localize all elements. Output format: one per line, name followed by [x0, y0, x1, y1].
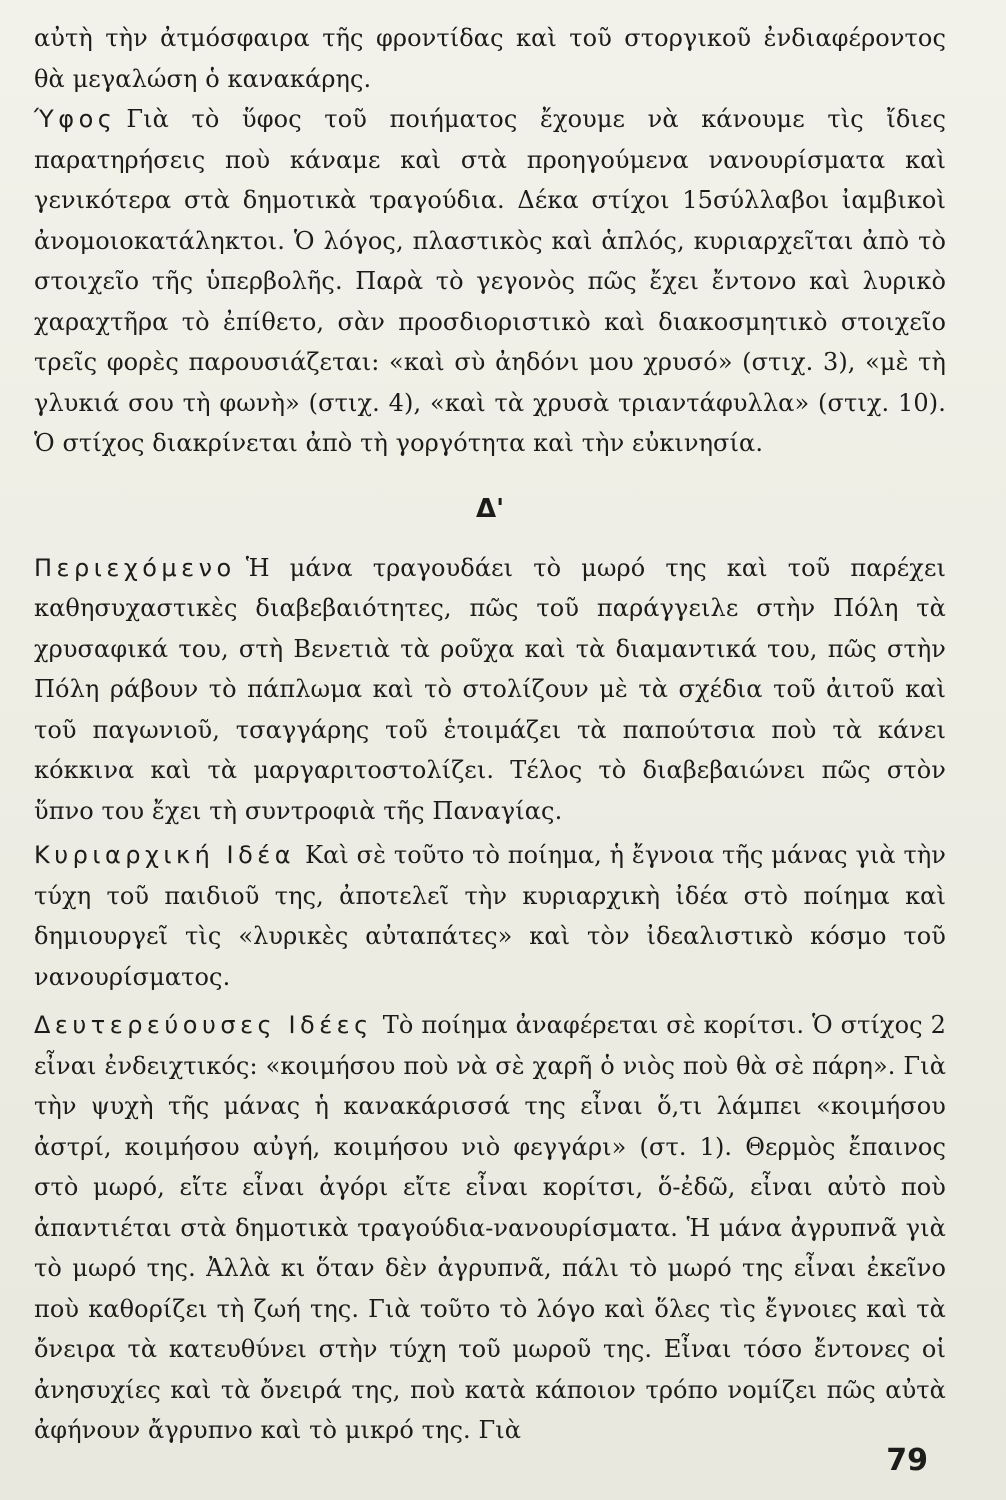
- section-mark: Δ': [475, 493, 505, 524]
- main-idea-text: Καὶ σὲ τοῦτο τὸ ποίημα, ἡ ἔγνοια τῆς μάνας γιὰ τὴν τύχη τοῦ παιδιοῦ της, ἀποτελεῖ τὴν κυριαρχικὴ ἰδέα στὸ ποίημα καὶ δημιουργεῖ τὶς «λυρικὲς αὐταπάτες» καὶ τὸν ἰδεαλιστικὸ κόσμο τοῦ νανουρίσματος.: [34, 841, 946, 991]
- content-heading: Περιεχόμενο: [34, 553, 236, 582]
- content-section-paragraph: [34, 548, 946, 832]
- style-text: Γιὰ τὸ ὕφος τοῦ ποιήματος ἔχουμε νὰ κάνουμε τὶς ἴδιες παρατηρήσεις ποὺ κάναμε καὶ στὰ προηγούμενα νανουρίσματα καὶ γενικότερα στὰ δημοτικὰ τραγούδια. Δέκα στίχοι 15σύλλαβοι ἰαμβικοὶ ἀνομοιοκατάληκτοι. Ὁ λόγος, πλαστικὸς καὶ ἁπλός, κυριαρχεῖται ἀπὸ τὸ στοιχεῖο τῆς ὑπερβολῆς. Παρὰ τὸ γεγονὸς πῶς ἔχει ἔντονο καὶ λυρικὸ χαραχτῆρα τὸ ἐπίθετο, σὰν προσδιοριστικὸ καὶ διακοσμητικὸ στοιχεῖο τρεῖς φορὲς παρουσιάζεται: «καὶ σὺ ἀηδόνι μου χρυσό» (στιχ. 3), «μὲ τὴ γλυκιά σου τὴ φωνὴ» (στιχ. 4), «καὶ τὰ χρυσὰ τριαντάφυλλα» (στιχ. 10). Ὁ στίχος διακρίνεται ἀπὸ τὴ γοργότητα καὶ τὴν εὐκινησία.: [34, 105, 946, 457]
- content-text: Ἡ μάνα τραγουδάει τὸ μωρό της καὶ τοῦ παρέχει καθησυχαστικὲς διαβεβαιότητες, πῶς τοῦ παράγγειλε στὴν Πόλη τὰ χρυσαφικά του, στὴ Βενετιὰ τὰ ροῦχα καὶ τὰ διαμαντικά του, πῶς στὴν Πόλη ράβουν τὸ πάπλωμα καὶ τὸ στολίζουν μὲ τὰ σχέδια τοῦ ἀιτοῦ καὶ τοῦ παγωνιοῦ, τσαγγάρης τοῦ ἑτοιμάζει τὰ παπούτσια ποὺ τὰ κάνει κόκκινα καὶ τὰ μαργαριτοστολίζει. Τέλος τὸ διαβεβαιώνει πῶς στὸν ὕπνο του ἔχει τὴ συντροφιὰ τῆς Παναγίας.: [34, 553, 946, 825]
- page-number: 79: [886, 1443, 928, 1478]
- style-heading: Ύφος: [34, 105, 117, 133]
- continuation-paragraph: [34, 18, 946, 99]
- main-idea-heading: Κυριαρχική Ιδέα: [34, 841, 296, 869]
- secondary-ideas-text: Τὸ ποίημα ἀναφέρεται σὲ κορίτσι. Ὁ στίχος 2 εἶναι ἐνδειχτικός: «κοιμήσου ποὺ νὰ σὲ χαρῆ ὁ νιὸς ποὺ θὰ σὲ πάρη». Γιὰ τὴν ψυχὴ τῆς μάνας ἡ κανακάρισσά της εἶναι ὅ,τι λάμπει «κοιμήσου ἀστρί, κοιμήσου αὐγή, κοιμήσου νιὸ φεγγάρι» (στ. 1). Θερμὸς ἔπαινος στὸ μωρό, εἴτε εἶναι ἀγόρι εἴτε εἶναι κορίτσι, ὅ-ἐδῶ, εἶναι αὐτὸ ποὺ ἀπαντιέται στὰ δημοτικὰ τραγούδια-νανουρίσματα. Ἡ μάνα ἀγρυπνᾶ γιὰ τὸ μωρό της. Ἀλλὰ κι ὅταν δὲν ἀγρυπνᾶ, πάλι τὸ μωρό της εἶναι ἐκεῖνο ποὺ καθορίζει τὴ ζωή της. Γιὰ τοῦτο τὸ λόγο καὶ ὅλες τὶς ἔγνοιες καὶ τὰ ὄνειρα τὰ κατευθύνει στὴν τύχη τοῦ μωροῦ της. Εἶναι τόσο ἔντονες οἱ ἀνησυχίες καὶ τὰ ὄνειρά της, ποὺ κατὰ κάποιον τρόπο νομίζει πῶς αὐτὰ ἀφήνουν ἄγρυπνο καὶ τὸ μικρό της. Γιὰ: [34, 1011, 947, 1444]
- secondary-ideas-section-paragraph: [34, 1005, 946, 1451]
- continuation-text: αὐτὴ τὴν ἀτμόσφαιρα τῆς φροντίδας καὶ τοῦ στοργικοῦ ἐνδιαφέροντος θὰ μεγαλώση ὁ κανακάρης.: [34, 24, 946, 93]
- main-idea-section-paragraph: [34, 835, 946, 997]
- secondary-ideas-heading: Δευτερεύουσες Ιδέες: [34, 1011, 373, 1039]
- style-section-paragraph: [34, 99, 946, 464]
